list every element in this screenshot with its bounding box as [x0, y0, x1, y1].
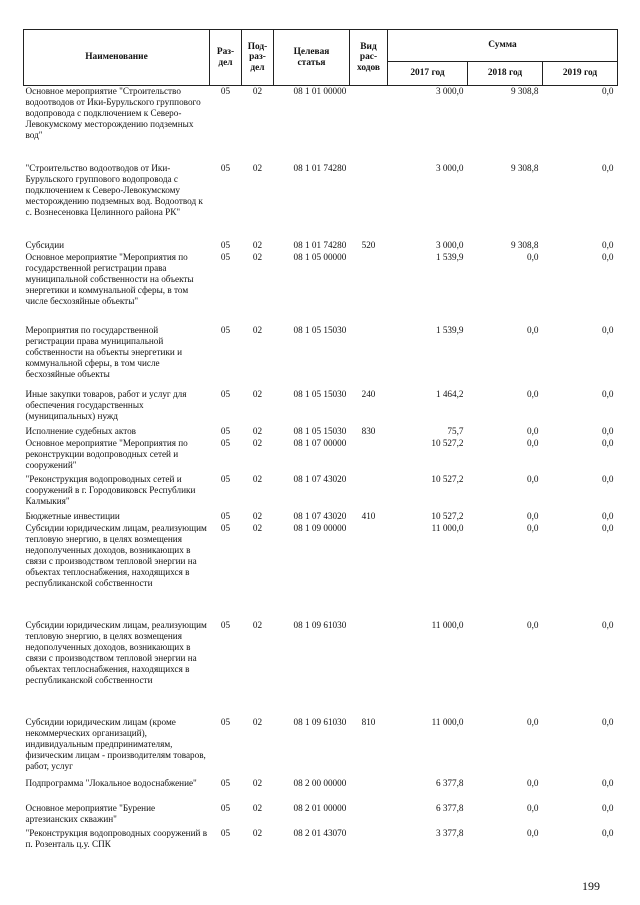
row-razdel: 05 [220, 86, 231, 96]
table-row [24, 426, 618, 438]
row-name: Бюджетные инвестиции [25, 510, 120, 521]
row-vid [350, 252, 388, 325]
row-sum-2017: 1 539,9 [435, 324, 464, 335]
row-sum-2019: 0,0 [602, 86, 614, 96]
row-name: Мероприятия по государственной регистрации права муниципальной собственности на объекты энергетики и коммунальной сферы, в том числе бесхозяйные объекты [25, 324, 183, 379]
row-podrazdel: 02 [252, 716, 263, 727]
col-header-2017: 2017 год [388, 62, 468, 86]
table-row [24, 389, 618, 426]
table-row [24, 325, 618, 389]
row-target: 08 1 09 61030 [293, 716, 347, 727]
row-sum-2018: 0,0 [527, 425, 539, 436]
row-podrazdel: 02 [252, 162, 263, 173]
table-row [24, 438, 618, 474]
col-header-name: Наименование [24, 30, 210, 86]
row-podrazdel: 02 [252, 239, 263, 250]
row-name: Иные закупки товаров, работ и услуг для обеспечения государственных (муниципальных) нужд [25, 388, 187, 421]
row-name: Субсидии [25, 239, 65, 250]
row-sum-2018: 0,0 [527, 716, 539, 727]
row-sum-2017: 75,7 [447, 425, 464, 436]
row-sum-2017: 1 464,2 [435, 388, 464, 399]
col-header-target: Целевая статья [274, 30, 350, 86]
row-name: Субсидии юридическим лицам (кроме некоммерческих организаций), индивидуальным предпринимателям, физическим лицам - производителям товаров, работ, услуг [25, 716, 206, 771]
row-sum-2018: 0,0 [527, 510, 539, 521]
col-header-vid: Вид рас- ходов [350, 30, 388, 86]
row-sum-2017: 11 000,0 [431, 522, 464, 533]
row-sum-2017: 10 527,2 [431, 437, 464, 448]
row-name: Основное мероприятие "Мероприятия по реконструкции водопроводных сетей и сооружений" [25, 437, 188, 470]
row-vid [350, 86, 388, 163]
table-row [24, 717, 618, 778]
row-target: 08 1 07 43020 [293, 473, 347, 484]
row-sum-2018: 0,0 [527, 777, 539, 788]
row-razdel: 05 [220, 473, 231, 484]
row-razdel: 05 [220, 324, 231, 335]
row-name: "Строительство водоотводов от Ики-Бурульского группового водопровода с подключением к Северо-Левокумскому месторождению подземных вод. Водоотвод к с. Вознесеновка Целинного района РК" [25, 162, 203, 217]
row-podrazdel: 02 [252, 802, 263, 813]
row-target: 08 1 05 15030 [293, 388, 347, 399]
row-name: Субсидии юридическим лицам, реализующим тепловую энергию, в целях возмещения недополученных доходов, возникающих в связи с производством тепловой энергии на объектах теплоснабжения, находящихся в республиканской собственности [25, 619, 207, 685]
row-podrazdel: 02 [252, 522, 263, 533]
row-sum-2018: 0,0 [527, 388, 539, 399]
row-sum-2017: 6 377,8 [435, 777, 464, 788]
row-sum-2019: 0,0 [602, 510, 614, 521]
row-podrazdel: 02 [252, 324, 263, 335]
row-target: 08 1 01 74280 [293, 162, 347, 173]
table-row [24, 511, 618, 523]
table-row [24, 240, 618, 252]
row-sum-2017: 1 539,9 [435, 251, 464, 262]
row-target: 08 2 01 00000 [293, 802, 347, 813]
row-sum-2017: 11 000,0 [431, 619, 464, 630]
row-vid [350, 778, 388, 803]
table-row [24, 252, 618, 325]
row-target: 08 1 07 00000 [293, 437, 347, 448]
row-sum-2019: 0,0 [602, 522, 614, 533]
row-razdel: 05 [220, 251, 231, 262]
row-podrazdel: 02 [252, 510, 263, 521]
row-target: 08 1 05 15030 [293, 425, 347, 436]
row-sum-2019: 0,0 [602, 777, 614, 788]
row-sum-2018: 0,0 [527, 251, 539, 262]
row-podrazdel: 02 [252, 777, 263, 788]
row-sum-2019: 0,0 [602, 437, 614, 448]
row-target: 08 1 07 43020 [293, 510, 347, 521]
table-row [24, 803, 618, 828]
row-target: 08 2 01 43070 [293, 827, 347, 838]
row-razdel: 05 [220, 425, 231, 436]
row-vid [350, 474, 388, 511]
table-row [24, 474, 618, 511]
row-sum-2019: 0,0 [602, 802, 614, 813]
table-row [24, 778, 618, 803]
row-vid [350, 803, 388, 828]
row-sum-2017: 3 000,0 [435, 239, 464, 250]
row-podrazdel: 02 [252, 86, 263, 96]
row-sum-2018: 0,0 [527, 522, 539, 533]
row-razdel: 05 [220, 777, 231, 788]
row-target: 08 2 00 00000 [293, 777, 347, 788]
row-vid: 830 [361, 425, 376, 436]
row-vid [350, 828, 388, 854]
row-sum-2018: 0,0 [527, 619, 539, 630]
row-sum-2017: 3 377,8 [435, 827, 464, 838]
row-sum-2018: 9 308,8 [510, 239, 539, 250]
row-podrazdel: 02 [252, 425, 263, 436]
row-vid: 520 [361, 239, 376, 250]
table-row [24, 86, 618, 163]
row-sum-2019: 0,0 [602, 162, 614, 173]
col-header-razdel: Раз- дел [210, 30, 242, 86]
row-sum-2018: 0,0 [527, 802, 539, 813]
row-razdel: 05 [220, 510, 231, 521]
row-razdel: 05 [220, 802, 231, 813]
row-target: 08 1 09 00000 [293, 522, 347, 533]
row-vid: 240 [361, 388, 376, 399]
row-vid [350, 620, 388, 717]
row-razdel: 05 [220, 827, 231, 838]
row-razdel: 05 [220, 239, 231, 250]
row-sum-2019: 0,0 [602, 388, 614, 399]
row-sum-2018: 0,0 [527, 437, 539, 448]
row-podrazdel: 02 [252, 827, 263, 838]
row-sum-2019: 0,0 [602, 324, 614, 335]
table-row [24, 828, 618, 854]
row-sum-2018: 0,0 [527, 473, 539, 484]
row-sum-2017: 10 527,2 [431, 510, 464, 521]
row-sum-2019: 0,0 [602, 716, 614, 727]
row-sum-2019: 0,0 [602, 251, 614, 262]
row-sum-2019: 0,0 [602, 425, 614, 436]
row-podrazdel: 02 [252, 619, 263, 630]
row-name: "Реконструкция водопроводных сетей и сооружений в г. Городовиковск Республики Калмыкия" [25, 473, 196, 506]
row-razdel: 05 [220, 716, 231, 727]
row-vid [350, 325, 388, 389]
row-sum-2018: 9 308,8 [510, 162, 539, 173]
row-sum-2017: 10 527,2 [431, 473, 464, 484]
table-body [24, 86, 618, 854]
row-sum-2019: 0,0 [602, 239, 614, 250]
table-row [24, 523, 618, 620]
row-sum-2017: 6 377,8 [435, 802, 464, 813]
row-razdel: 05 [220, 162, 231, 173]
row-name: Основное мероприятие "Бурение артезианских скважин" [25, 802, 156, 824]
row-podrazdel: 02 [252, 251, 263, 262]
row-podrazdel: 02 [252, 388, 263, 399]
row-name: Исполнение судебных актов [25, 425, 137, 436]
row-name: "Реконструкция водопроводных сооружений в п. Розенталь ц.у. СПК [25, 827, 208, 849]
row-podrazdel: 02 [252, 437, 263, 448]
col-header-summa: Сумма [388, 30, 618, 62]
row-vid [350, 523, 388, 620]
row-vid [350, 438, 388, 474]
row-razdel: 05 [220, 388, 231, 399]
row-sum-2018: 0,0 [527, 324, 539, 335]
row-vid [350, 163, 388, 240]
row-vid: 810 [361, 716, 376, 727]
row-sum-2019: 0,0 [602, 619, 614, 630]
row-vid: 410 [361, 510, 376, 521]
col-header-podrazdel: Под- раз- дел [242, 30, 274, 86]
row-target: 08 1 01 00000 [293, 86, 347, 96]
row-sum-2017: 11 000,0 [431, 716, 464, 727]
col-header-2018: 2018 год [468, 62, 543, 86]
row-sum-2017: 3 000,0 [435, 86, 464, 96]
page-number: 199 [582, 879, 600, 893]
row-target: 08 1 01 74280 [293, 239, 347, 250]
table-header [24, 30, 618, 86]
row-name: Основное мероприятие "Строительство водоотводов от Ики-Бурульского группового водопровода с подключением к Северо-Левокумскому месторождению подземных вод" [25, 86, 201, 140]
table-row [24, 620, 618, 717]
row-sum-2019: 0,0 [602, 473, 614, 484]
row-target: 08 1 05 15030 [293, 324, 347, 335]
row-sum-2017: 3 000,0 [435, 162, 464, 173]
budget-table [23, 29, 618, 854]
row-razdel: 05 [220, 437, 231, 448]
row-target: 08 1 09 61030 [293, 619, 347, 630]
row-razdel: 05 [220, 522, 231, 533]
row-sum-2019: 0,0 [602, 827, 614, 838]
row-name: Подпрограмма "Локальное водоснабжение" [25, 777, 197, 788]
col-header-2019: 2019 год [543, 62, 618, 86]
row-podrazdel: 02 [252, 473, 263, 484]
row-razdel: 05 [220, 619, 231, 630]
row-name: Субсидии юридическим лицам, реализующим тепловую энергию, в целях возмещения недополученных доходов, возникающих в связи с производством тепловой энергии на объектах теплоснабжения, находящихся в республиканской собственности [25, 522, 207, 588]
table-row [24, 163, 618, 240]
row-name: Основное мероприятие "Мероприятия по государственной регистрации права муниципальной собственности на объекты энергетики и коммунальной сферы, в том числе бесхозяйные объекты" [25, 251, 194, 306]
row-target: 08 1 05 00000 [293, 251, 347, 262]
row-sum-2018: 0,0 [527, 827, 539, 838]
row-sum-2018: 9 308,8 [510, 86, 539, 96]
